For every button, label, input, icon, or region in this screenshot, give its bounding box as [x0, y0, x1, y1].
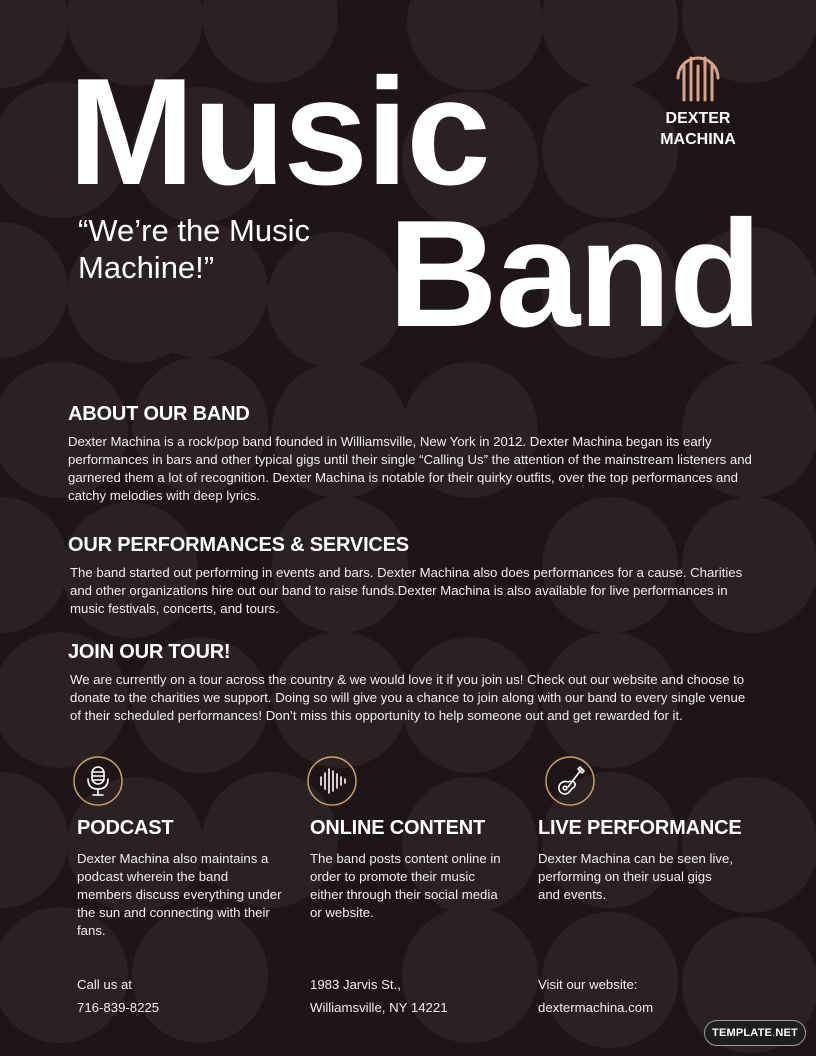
feature-podcast-body: Dexter Machina also maintains a podcast wherein the band members discuss everything under the sun and connecting with their fans.	[77, 851, 282, 938]
feature-online-content	[306, 755, 516, 922]
title-word-band: Band	[388, 189, 760, 359]
section-tour-heading: JOIN OUR TOUR!	[68, 641, 231, 663]
contact-address-line-1: 1983 Jarvis St.,	[310, 977, 401, 992]
contact-phone-number[interactable]: 716-839-8225	[77, 1000, 160, 1015]
title-word-music: Music	[68, 47, 489, 217]
contact-phone	[77, 973, 159, 1019]
section-performances-body: The band started out performing in events and bars. Dexter Machina also does performances for a cause. Charities and other organizations hire out our band to raise funds.Dexter Machina is also available for live performances in music festivals, concerts, and tours.	[70, 565, 743, 616]
contact-address-line-2: Williamsville, NY 14221	[310, 1000, 448, 1015]
feature-online-heading: ONLINE CONTENT	[310, 817, 485, 839]
band-logo	[655, 44, 741, 150]
section-performances-heading: OUR PERFORMANCES & SERVICES	[68, 534, 409, 556]
soundwave-icon	[306, 755, 358, 807]
microphone-icon	[72, 755, 124, 807]
section-performances	[68, 532, 758, 618]
contact-website-label: Visit our website:	[538, 977, 638, 992]
badge-dot: .	[772, 1027, 776, 1039]
feature-podcast	[72, 755, 282, 940]
contact-website-link[interactable]: dextermachina.com	[538, 1000, 654, 1015]
logo-line-1: DEXTER	[665, 110, 731, 127]
templatenet-badge[interactable]	[704, 1020, 806, 1046]
section-tour	[68, 639, 758, 725]
badge-brand: TEMPLATE	[712, 1027, 773, 1039]
feature-online-body: The band posts content online in order to promote their music either through their social media or website.	[310, 851, 501, 920]
badge-tld: NET	[775, 1027, 798, 1039]
guitar-icon	[544, 755, 596, 807]
logo-line-2: MACHINA	[660, 131, 736, 148]
contact-website	[538, 973, 653, 1019]
tagline: “We’re the Music Machine!”	[78, 213, 310, 285]
section-about	[68, 401, 758, 505]
contact-address	[310, 973, 448, 1019]
band-logo-icon	[672, 44, 724, 104]
section-about-heading: ABOUT OUR BAND	[68, 403, 250, 425]
feature-live-performance	[538, 755, 754, 904]
contact-phone-label: Call us at	[77, 977, 132, 992]
feature-live-body: Dexter Machina can be seen live, performing on their usual gigs and events.	[538, 851, 733, 902]
feature-podcast-heading: PODCAST	[77, 817, 174, 839]
section-about-body: Dexter Machina is a rock/pop band founded in Williamsville, New York in 2012. Dexter Machina began its early performances in bars and other typical gigs until their single “Calling Us” the attention of the mainstream listeners and garnered them a lot of recognition. Dexter Machina is notable for their quirky outfits, over the top performances and catchy melodies with deep lyrics.	[68, 434, 752, 503]
feature-live-heading: LIVE PERFORMANCE	[538, 817, 742, 839]
section-tour-body: We are currently on a tour across the country & we would love it if you join us! Check out our website and choose to donate to the charities we support. Doing so will give you a chance to join along with our band to every single venue of their scheduled performances! Don’t miss this opportunity to help someone out and get rewarded for it.	[70, 672, 746, 723]
